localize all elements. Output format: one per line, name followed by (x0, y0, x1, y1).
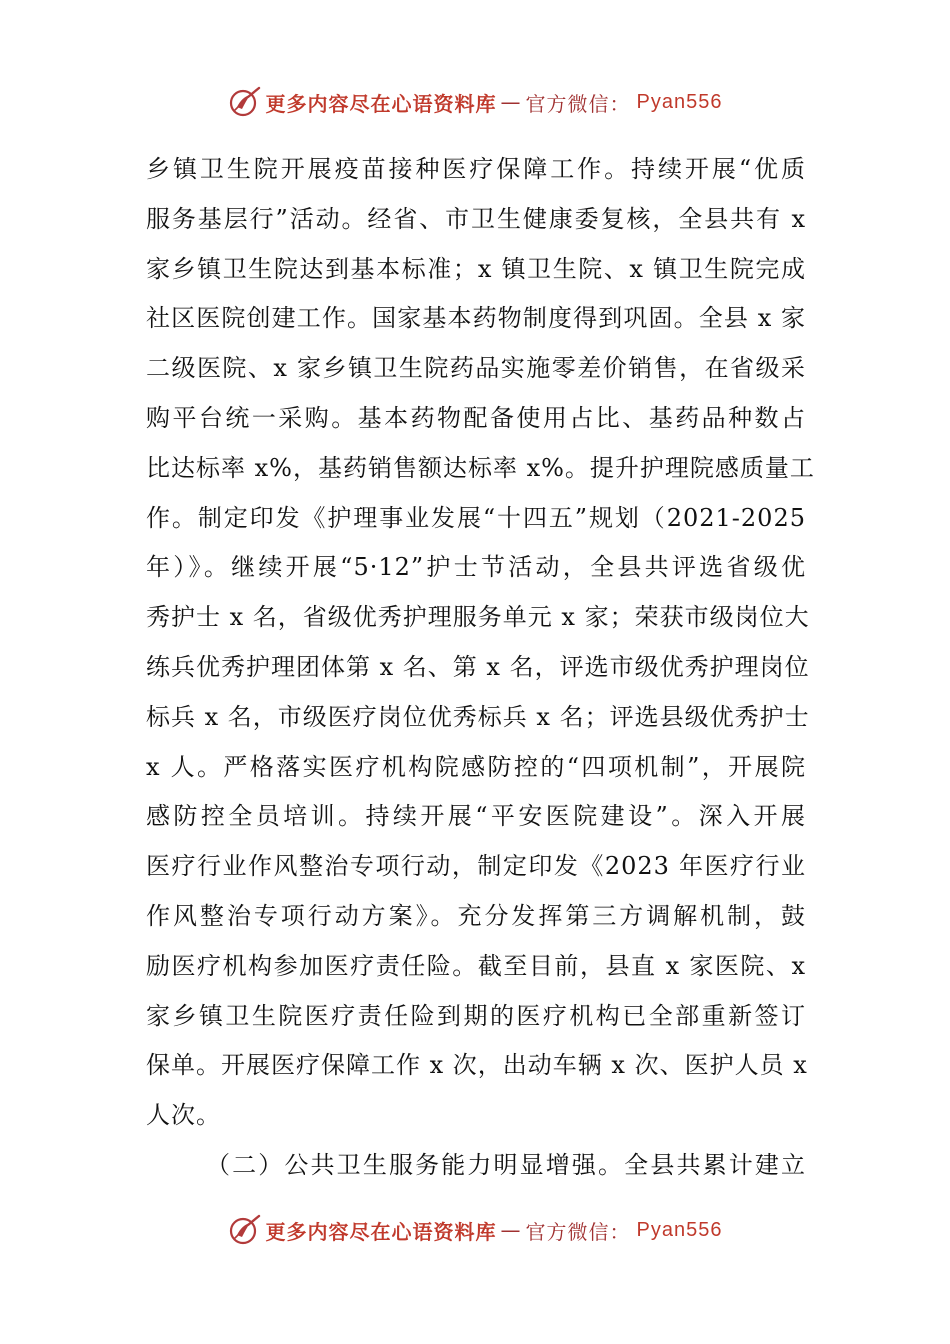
body-line: 家乡镇卫生院医疗责任险到期的医疗机构已全部重新签订 (146, 1001, 806, 1030)
body-line: 乡镇卫生院开展疫苗接种医疗保障工作。持续开展“优质 (146, 155, 806, 183)
body-line: 作风整治专项行动方案》。充分发挥第三方调解机制，鼓 (146, 901, 806, 930)
body-line: 标兵 x 名，市级医疗岗位优秀标兵 x 名；评选县级优秀护士 (146, 702, 810, 731)
body-line: 服务基层行”活动。经省、市卫生健康委复核，全县共有 x (146, 204, 806, 233)
document-body (146, 145, 815, 1191)
body-line: 保单。开展医疗保障工作 x 次，出动车辆 x 次、医护人员 x (146, 1051, 808, 1080)
watermark-wechat-id: Pyan556 (636, 90, 723, 113)
body-line: 励医疗机构参加医疗责任险。截至目前，县直 x 家医院、x (146, 951, 806, 980)
watermark-wechat-label: 官方微信： (525, 91, 631, 116)
body-line: 二级医院、x 家乡镇卫生院药品实施零差价销售，在省级采 (146, 354, 806, 383)
watermark-dash: — (500, 1218, 522, 1242)
section-heading-line: （二）公共卫生服务能力明显增强。全县共累计建立 (206, 1150, 806, 1179)
body-line: 医疗行业作风整治专项行动，制定印发《2023 年医疗行业 (146, 852, 806, 881)
body-line: 社区医院创建工作。国家基本药物制度得到巩固。全县 x 家 (146, 304, 806, 333)
body-line: 作。制定印发《护理事业发展“十四五”规划（2021-2025 (146, 503, 806, 532)
body-line: 家乡镇卫生院达到基本标准；x 镇卫生院、x 镇卫生院完成 (146, 254, 806, 283)
pen-logo-icon (228, 85, 262, 119)
watermark-highlight: 更多内容尽在心语资料库 (265, 91, 497, 116)
body-line: 秀护士 x 名，省级优秀护理服务单元 x 家；荣获市级岗位大 (146, 603, 810, 632)
watermark-highlight: 更多内容尽在心语资料库 (265, 1219, 497, 1244)
body-line: 购平台统一采购。基本药物配备使用占比、基药品种数占 (146, 403, 806, 432)
body-line: 年）》。继续开展“5·12”护士节活动，全县共评选省级优 (146, 553, 806, 582)
body-line: 感防控全员培训。持续开展“平安医院建设”。深入开展 (146, 802, 806, 831)
body-line: x 人。严格落实医疗机构院感防控的“四项机制”，开展院 (146, 752, 806, 781)
header-watermark (0, 82, 950, 122)
watermark-wechat-label: 官方微信： (525, 1219, 631, 1244)
body-line: 比达标率 x%，基药销售额达标率 x%。提升护理院感质量工 (146, 453, 815, 482)
watermark-wechat-id: Pyan556 (636, 1218, 723, 1241)
pen-logo-icon (228, 1213, 262, 1247)
body-line: 人次。 (146, 1101, 221, 1130)
body-line: 练兵优秀护理团体第 x 名、第 x 名，评选市级优秀护理岗位 (146, 652, 810, 681)
watermark-dash: — (500, 90, 522, 114)
footer-watermark (0, 1210, 950, 1250)
